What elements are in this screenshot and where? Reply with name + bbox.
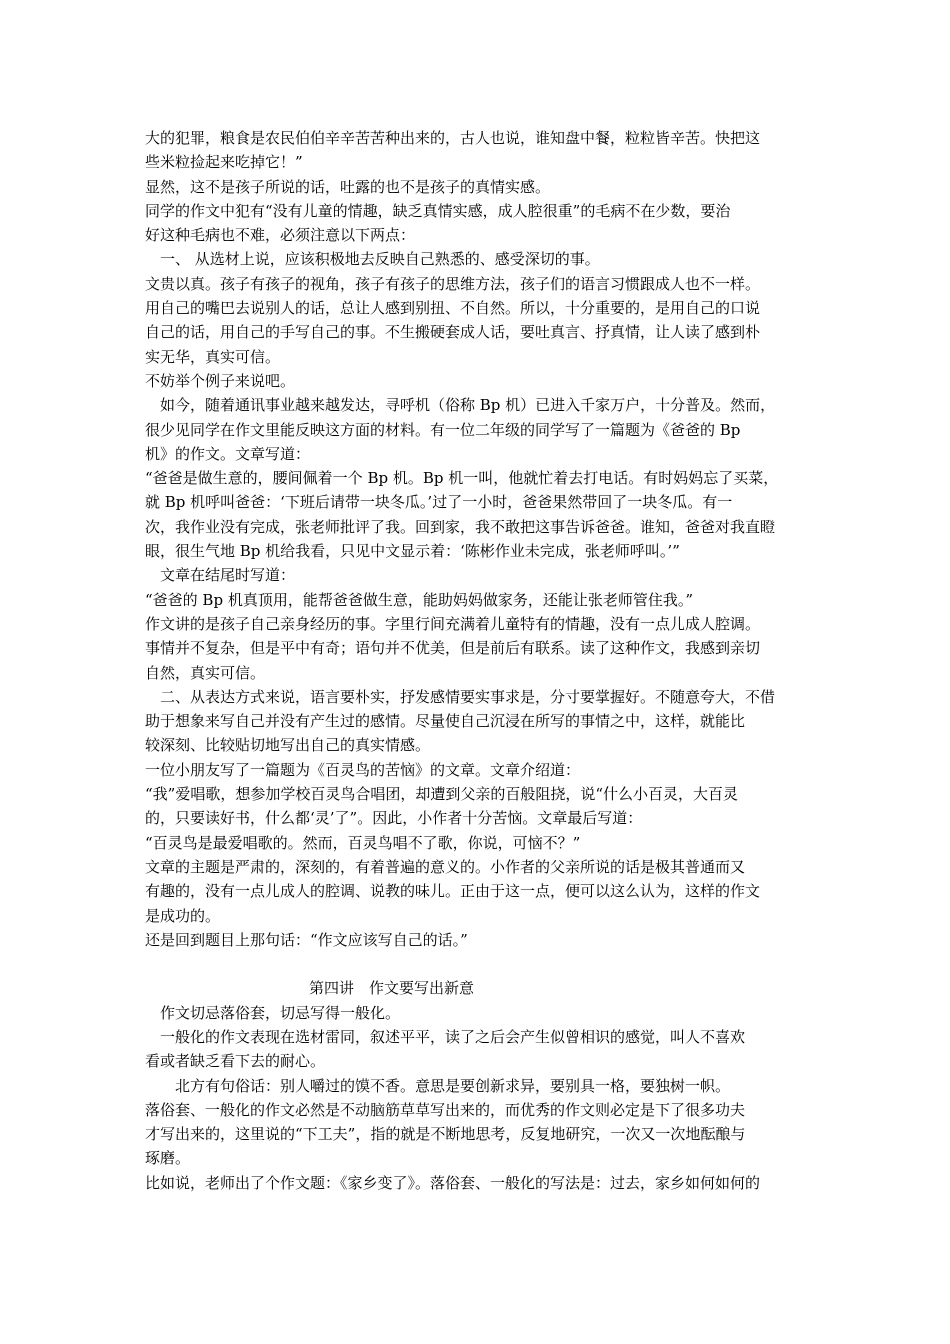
- text-line: 是成功的。: [145, 906, 221, 925]
- text-line: 如今，随着通讯事业越来越发达，寻呼机（俗称 Bp 机）已进入千家万户，十分普及。然而，: [145, 396, 776, 415]
- text-line: 自然，真实可信。: [145, 663, 266, 682]
- text-line: 显然，这不是孩子所说的话，吐露的也不是孩子的真情实感。: [145, 177, 551, 196]
- text-line: 机》的作文。文章写道：: [145, 444, 311, 463]
- text-line: 的，只要读好书，什么都‘灵’了”。因此，小作者十分苦恼。文章最后写道：: [145, 809, 643, 828]
- text-line: 一般化的作文表现在选材雷同，叙述平平，读了之后会产生似曾相识的感觉，叫人不喜欢: [145, 1027, 746, 1046]
- text-line: 一、 从选材上说，应该积极地去反映自己熟悉的、感受深切的事。: [145, 250, 600, 269]
- blank-line: [145, 952, 815, 976]
- text-line: 事情并不复杂，但是平中有奇；语句并不优美，但是前后有联系。读了这种作文，我感到亲切: [145, 639, 761, 658]
- text-line: “爸爸的 Bp 机真顶用，能帮爸爸做生意，能助妈妈做家务，还能让张老师管住我。”: [145, 590, 694, 609]
- text-line: 作文讲的是孩子自己亲身经历的事。字里行间充满着儿童特有的情趣，没有一点儿成人腔调。: [145, 614, 761, 633]
- text-line: 落俗套、一般化的作文必然是不动脑筋草草写出来的，而优秀的作文则必定是下了很多功夫: [145, 1100, 746, 1119]
- text-line: 文章的主题是严肃的，深刻的，有着普遍的意义的。小作者的父亲所说的话是极其普通而又: [145, 857, 746, 876]
- text-block-after-heading: [145, 1001, 815, 1195]
- text-block-before-heading: [145, 126, 815, 952]
- document-page: [145, 126, 815, 1195]
- text-line: 就 Bp 机呼叫爸爸：‘下班后请带一块冬瓜。’过了一小时，爸爸果然带回了一块冬瓜。有一: [145, 493, 733, 512]
- text-line: 文章在结尾时写道：: [145, 566, 296, 585]
- text-line: 不妨举个例子来说吧。: [145, 371, 296, 390]
- text-line: “爸爸是做生意的，腰间佩着一个 Bp 机。Bp 机一叫，他就忙着去打电话。有时妈妈忘了买菜，: [145, 469, 779, 488]
- text-line: 些米粒捡起来吃掉它！”: [145, 153, 303, 172]
- text-line: 才写出来的，这里说的“下工夫”，指的就是不断地思考，反复地研究，一次又一次地酝酿与: [145, 1125, 746, 1144]
- text-line: 北方有句俗话：别人嚼过的馍不香。意思是要创新求异，要别具一格，要独树一帜。: [145, 1076, 731, 1095]
- text-line: 助于想象来写自己并没有产生过的感情。尽量使自己沉浸在所写的事情之中，这样，就能比: [145, 712, 746, 731]
- text-line: 大的犯罪，粮食是农民伯伯辛辛苦苦种出来的，古人也说，谁知盘中餐，粒粒皆辛苦。快把这: [145, 129, 761, 147]
- text-line: 自己的话，用自己的手写自己的事。不生搬硬套成人话，要吐真言、抒真情，让人读了感到朴: [145, 323, 761, 342]
- text-line: “我”爱唱歌，想参加学校百灵鸟合唱团，却遭到父亲的百般阻挠，说“什么小百灵，大百灵: [145, 785, 739, 804]
- text-line: 文贵以真。孩子有孩子的视角，孩子有孩子的思维方法，孩子们的语言习惯跟成人也不一样。: [145, 274, 761, 293]
- text-line: 看或者缺乏看下去的耐心。: [145, 1052, 326, 1071]
- text-line: 用自己的嘴巴去说别人的话，总让人感到别扭、不自然。所以，十分重要的，是用自己的口说: [145, 299, 761, 318]
- text-line: 同学的作文中犯有“没有儿童的情趣，缺乏真情实感，成人腔很重”的毛病不在少数，要治: [145, 201, 731, 220]
- text-line: 次，我作业没有完成，张老师批评了我。回到家，我不敢把这事告诉爸爸。谁知，爸爸对我直瞪: [145, 517, 776, 536]
- text-line: 很少见同学在作文里能反映这方面的材料。有一位二年级的同学写了一篇题为《爸爸的 Bp: [145, 420, 741, 439]
- text-line: 眼，很生气地 Bp 机给我看，只见中文显示着：‘陈彬作业未完成，张老师呼叫。’”: [145, 542, 680, 561]
- text-line: 作文切忌落俗套，切忌写得一般化。: [145, 1003, 401, 1022]
- text-line: 比如说，老师出了个作文题：《家乡变了》。落俗套、一般化的写法是：过去，家乡如何如何的: [145, 1173, 761, 1192]
- text-line: 还是回到题目上那句话：“作文应该写自己的话。”: [145, 930, 468, 949]
- text-line: 较深刻、比较贴切地写出自己的真实情感。: [145, 736, 431, 755]
- text-line: 好这种毛病也不难，必须注意以下两点：: [145, 226, 416, 245]
- section-heading: 第四讲 作文要写出新意: [309, 979, 475, 998]
- text-line: 有趣的，没有一点儿成人的腔调、说教的味儿。正由于这一点，便可以这么认为，这样的作文: [145, 882, 761, 901]
- text-line: “百灵鸟是最爱唱歌的。然而，百灵鸟唱不了歌，你说，可恼不？”: [145, 833, 581, 852]
- text-line: 一位小朋友写了一篇题为《百灵鸟的苦恼》的文章。文章介绍道：: [145, 760, 581, 779]
- text-line: 实无华，真实可信。: [145, 347, 281, 366]
- text-line: 琢磨。: [145, 1149, 191, 1168]
- text-line: 二、从表达方式来说，语言要朴实，抒发感情要实事求是，分寸要掌握好。不随意夸大，不借: [145, 687, 776, 706]
